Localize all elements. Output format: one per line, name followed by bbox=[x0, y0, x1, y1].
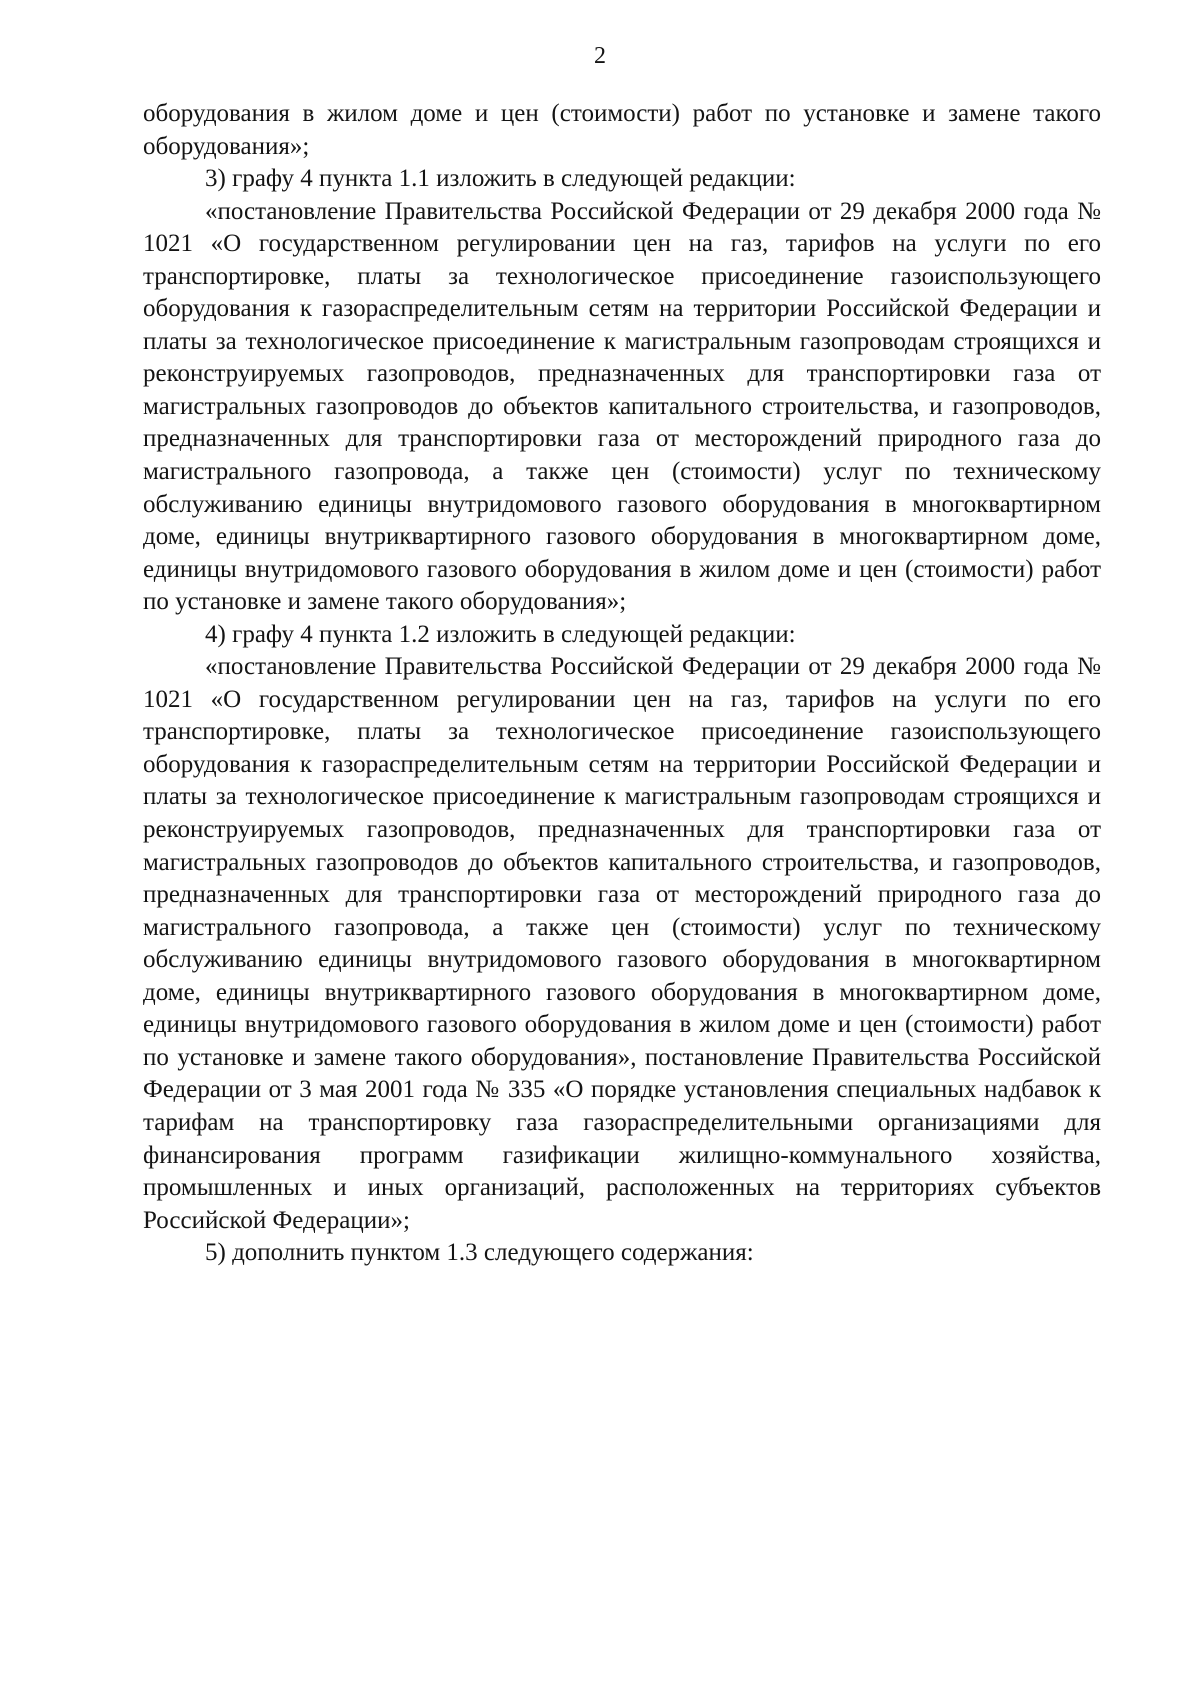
paragraph-item-3-content: «постановление Правительства Российской Федерации от 29 декабря 2000 года № 1021 «О государственном регулировании цен на газ, тарифов на услуги по его транспортировке, платы за технологическое присоединение газоиспользующего оборудования к газораспределительным сетям на территории Российской Федерации и платы за технологическое присоединение к магистральным газопроводам строящихся и реконструируемых газопроводов, предназначенных для транспортировки газа от магистральных газопроводов до объектов капитального строительства, и газопроводов, предназначенных для транспортировки газа от месторождений природного газа до магистрального газопровода, а также цен (стоимости) услуг по техническому обслуживанию единицы внутридомового газового оборудования в многоквартирном доме, единицы внутриквартирного газового оборудования в многоквартирном доме, единицы внутридомового газового оборудования в жилом доме и цен (стоимости) работ по установке и замене такого оборудования»; bbox=[143, 197, 1101, 616]
document-body bbox=[143, 98, 1101, 1270]
page-number: 2 bbox=[594, 43, 606, 69]
paragraph-item-5-heading: 5) дополнить пунктом 1.3 следующего содержания: bbox=[205, 1239, 754, 1267]
paragraph-item-4-heading: 4) графу 4 пункта 1.2 изложить в следующей редакции: bbox=[205, 620, 796, 648]
paragraph-item-4-content: «постановление Правительства Российской Федерации от 29 декабря 2000 года № 1021 «О государственном регулировании цен на газ, тарифов на услуги по его транспортировке, платы за технологическое присоединение газоиспользующего оборудования к газораспределительным сетям на территории Российской Федерации и платы за технологическое присоединение к магистральным газопроводам строящихся и реконструируемых газопроводов, предназначенных для транспортировки газа от магистральных газопроводов до объектов капитального строительства, и газопроводов, предназначенных для транспортировки газа от месторождений природного газа до магистрального газопровода, а также цен (стоимости) услуг по техническому обслуживанию единицы внутридомового газового оборудования в многоквартирном доме, единицы внутриквартирного газового оборудования в многоквартирном доме, единицы внутридомового газового оборудования в жилом доме и цен (стоимости) работ по установке и замене такого оборудования», постановление Правительства Российской Федерации от 3 мая 2001 года № 335 «О порядке установления специальных надбавок к тарифам на транспортировку газа газораспределительными организациями для финансирования программ газификации жилищно-коммунального хозяйства, промышленных и иных организаций, расположенных на территориях субъектов Российской Федерации»; bbox=[143, 653, 1101, 1234]
paragraph-continuation: оборудования в жилом доме и цен (стоимости) работ по установке и замене такого оборудования»; bbox=[143, 100, 1101, 160]
paragraph-item-3-heading: 3) графу 4 пункта 1.1 изложить в следующей редакции: bbox=[205, 165, 796, 193]
